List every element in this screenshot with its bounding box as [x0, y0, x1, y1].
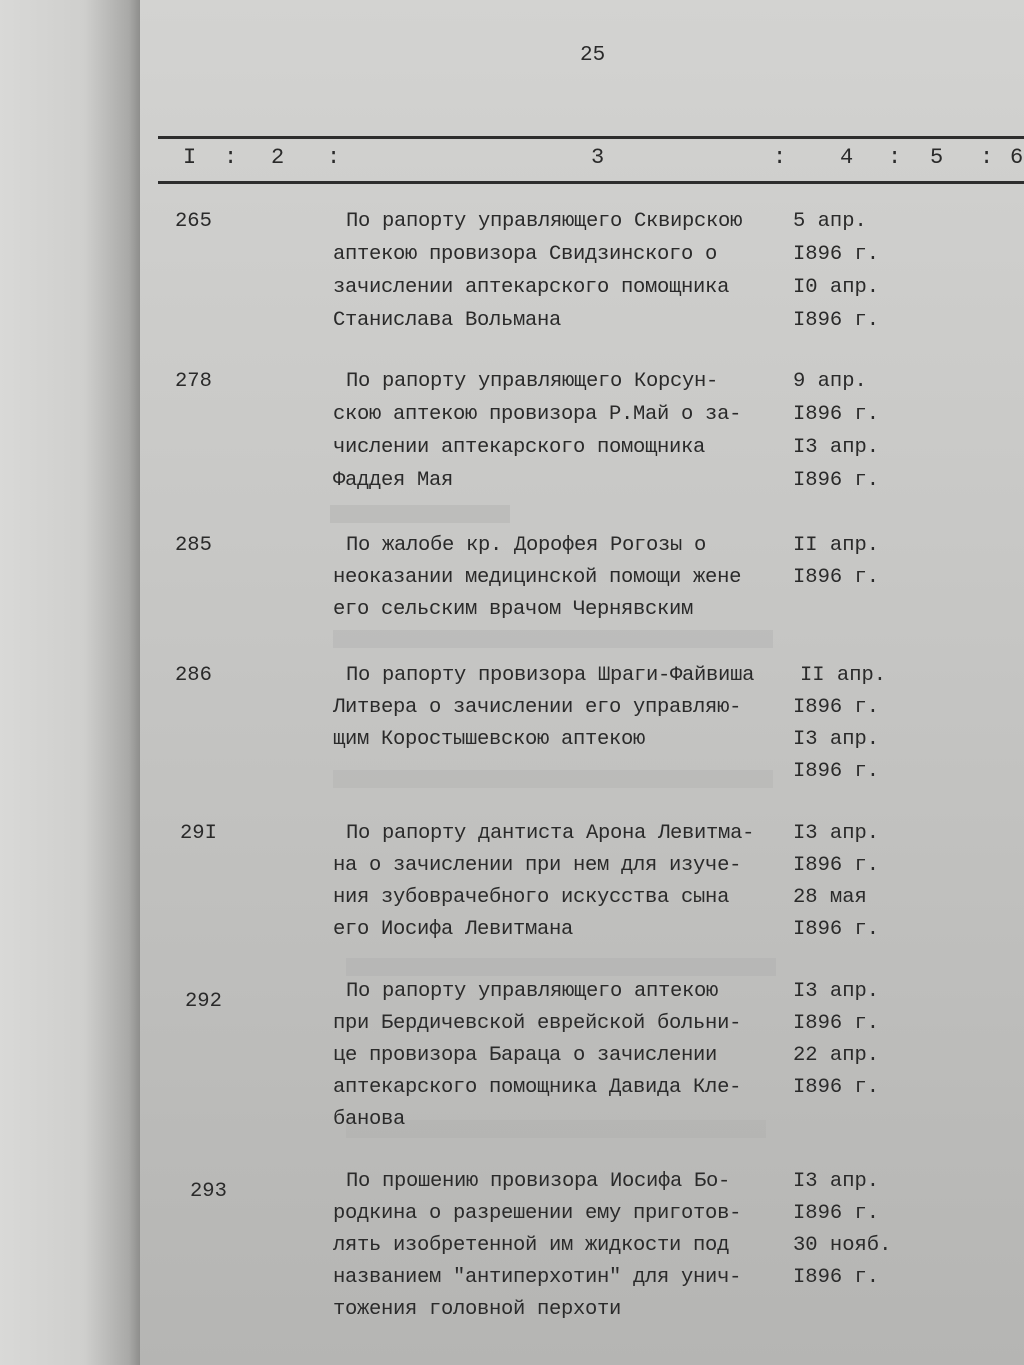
- entry-date: I3 апр.: [793, 436, 880, 459]
- table-top-rule: [158, 136, 1024, 139]
- entry-description-line: на о зачислении при нем для изуче-: [333, 854, 742, 877]
- column-header-2: 2: [271, 145, 285, 170]
- bleed-through-mark: [346, 1120, 766, 1138]
- entry-date: I896 г.: [793, 1266, 880, 1289]
- entry-description-line: скою аптекою провизора Р.Май о за-: [333, 403, 742, 426]
- entry-date: I896 г.: [793, 854, 880, 877]
- entry-date: I3 апр.: [793, 822, 880, 845]
- entry-description-line: неоказании медицинской помощи жене: [333, 566, 742, 589]
- entry-date: I896 г.: [793, 760, 880, 783]
- book-binding: [0, 0, 140, 1365]
- entry-description-line: По рапорту управляющего Сквирскою: [346, 210, 743, 233]
- column-separator: :: [980, 145, 994, 170]
- column-header-1: I: [183, 145, 197, 170]
- entry-date: 9 апр.: [793, 370, 867, 393]
- bleed-through-mark: [330, 505, 510, 523]
- entry-description-line: аптекою провизора Свидзинского о: [333, 243, 718, 266]
- entry-date: II апр.: [800, 664, 887, 687]
- entry-date: I896 г.: [793, 1012, 880, 1035]
- entry-description-line: его сельским врачом Чернявским: [333, 598, 694, 621]
- entry-description-line: аптекарского помощника Давида Кле-: [333, 1076, 742, 1099]
- entry-date: I896 г.: [793, 696, 880, 719]
- entry-date: I3 апр.: [793, 980, 880, 1003]
- entry-number: 286: [175, 664, 212, 687]
- entry-description-line: По жалобе кр. Дорофея Рогозы о: [346, 534, 707, 557]
- entry-date: I896 г.: [793, 403, 880, 426]
- column-separator: :: [327, 145, 341, 170]
- entry-description-line: По рапорту управляющего аптекою: [346, 980, 719, 1003]
- entry-description-line: числении аптекарского помощника: [333, 436, 706, 459]
- entry-date: 28 мая: [793, 886, 867, 909]
- entry-description-line: Фаддея Мая: [333, 469, 454, 492]
- entry-date: I896 г.: [793, 243, 880, 266]
- entry-description-line: це провизора Бараца о зачислении: [333, 1044, 718, 1067]
- entry-number: 265: [175, 210, 212, 233]
- entry-description-line: Литвера о зачислении его управляю-: [333, 696, 742, 719]
- entry-number: 278: [175, 370, 212, 393]
- column-header-6: 6: [1010, 145, 1024, 170]
- entry-description-line: лять изобретенной им жидкости под: [333, 1234, 730, 1257]
- entry-description-line: при Бердичевской еврейской больни-: [333, 1012, 742, 1035]
- column-separator: :: [224, 145, 238, 170]
- entry-description-line: По прошению провизора Иосифа Бо-: [346, 1170, 731, 1193]
- entry-description-line: ния зубоврачебного искусства сына: [333, 886, 730, 909]
- bleed-through-mark: [346, 958, 776, 976]
- entry-description-line: По рапорту дантиста Арона Левитма-: [346, 822, 755, 845]
- bleed-through-mark: [333, 770, 773, 788]
- entry-description-line: Станислава Вольмана: [333, 309, 562, 332]
- entry-date: I896 г.: [793, 1076, 880, 1099]
- entry-date: I0 апр.: [793, 276, 880, 299]
- entry-number: 29I: [180, 822, 217, 845]
- entry-description-line: банова: [333, 1108, 406, 1131]
- column-separator: :: [773, 145, 787, 170]
- column-header-5: 5: [930, 145, 944, 170]
- entry-date: I3 апр.: [793, 1170, 880, 1193]
- column-header-3: 3: [591, 145, 605, 170]
- page-number: 25: [580, 44, 606, 67]
- entry-date: 5 апр.: [793, 210, 867, 233]
- entry-description-line: По рапорту провизора Шраги-Файвиша: [346, 664, 755, 687]
- entry-date: I896 г.: [793, 469, 880, 492]
- entry-description-line: родкина о разрешении ему приготов-: [333, 1202, 742, 1225]
- column-separator: :: [888, 145, 902, 170]
- entry-description-line: зачислении аптекарского помощника: [333, 276, 730, 299]
- entry-number: 292: [185, 990, 222, 1013]
- entry-description-line: названием "антиперхотин" для унич-: [333, 1266, 742, 1289]
- entry-date: I896 г.: [793, 309, 880, 332]
- column-header-4: 4: [840, 145, 854, 170]
- table-bottom-rule: [158, 181, 1024, 184]
- entry-date: 22 апр.: [793, 1044, 880, 1067]
- entry-date: I3 апр.: [793, 728, 880, 751]
- entry-date: 30 нояб.: [793, 1234, 892, 1257]
- entry-date: II апр.: [793, 534, 880, 557]
- entry-description-line: его Иосифа Левитмана: [333, 918, 574, 941]
- entry-description-line: По рапорту управляющего Корсун-: [346, 370, 719, 393]
- entry-description-line: тожения головной перхоти: [333, 1298, 622, 1321]
- bleed-through-mark: [333, 630, 773, 648]
- entry-date: I896 г.: [793, 918, 880, 941]
- entry-date: I896 г.: [793, 566, 880, 589]
- entry-date: I896 г.: [793, 1202, 880, 1225]
- entry-description-line: щим Коростышевскою аптекою: [333, 728, 646, 751]
- entry-number: 293: [190, 1180, 227, 1203]
- entry-number: 285: [175, 534, 212, 557]
